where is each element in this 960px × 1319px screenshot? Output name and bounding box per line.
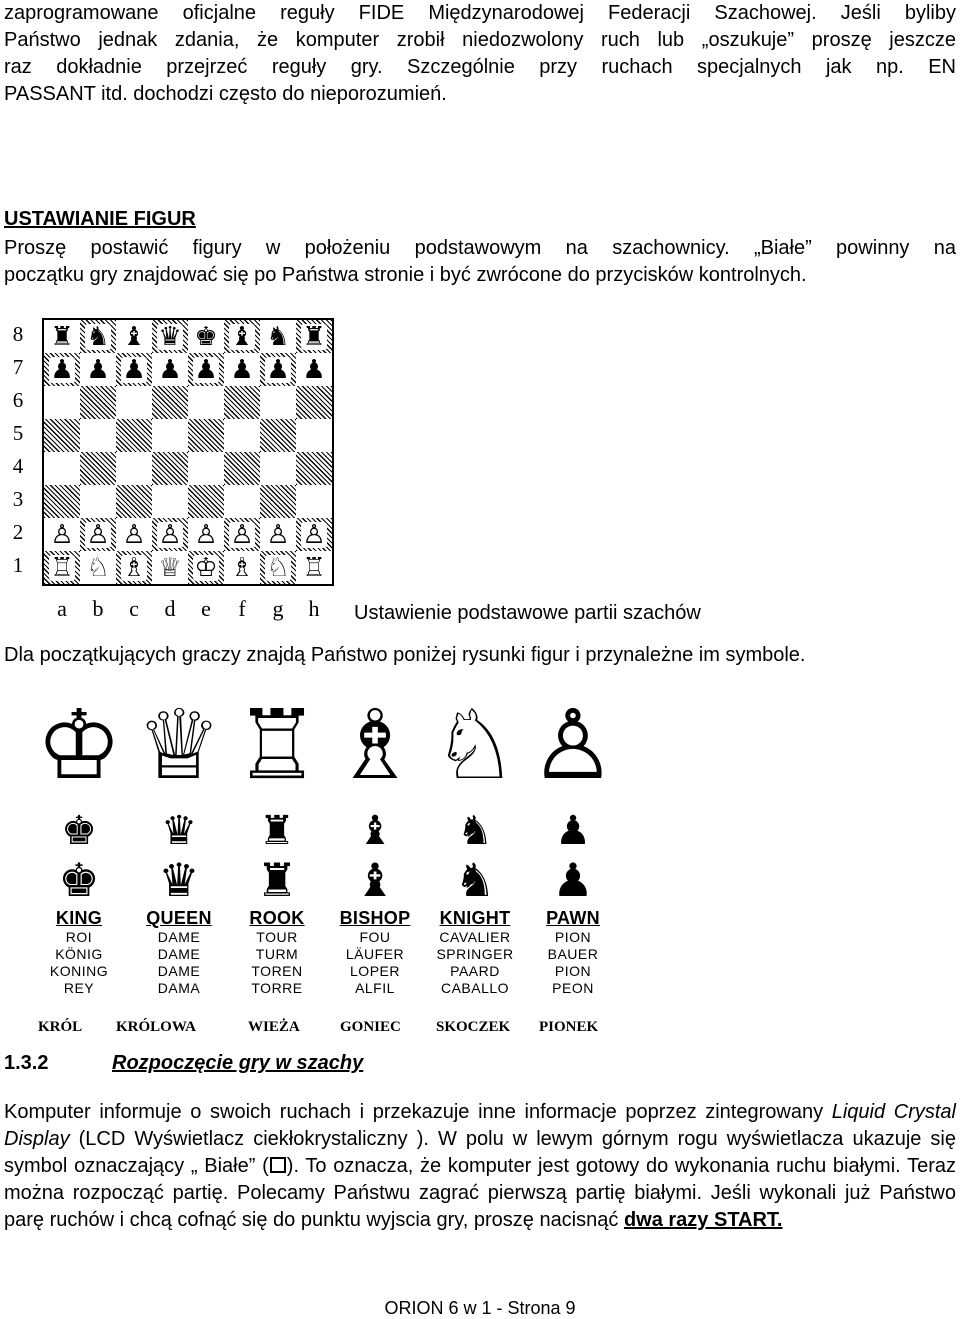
board-square <box>80 551 116 584</box>
board-square <box>152 485 188 518</box>
rook-figure-icon: ♖ <box>233 689 321 801</box>
piece-english-name: BISHOP <box>339 908 411 928</box>
piece-column-king <box>30 690 128 997</box>
rook-solid-icon: ♜ <box>256 853 298 907</box>
chess-piece-icon: ♝ <box>230 321 254 352</box>
piece-column-knight <box>426 690 524 997</box>
board-square <box>44 386 80 419</box>
piece-translation: DAME <box>157 929 201 945</box>
setup-line: Proszę postawić figury w położeniu podstawowym na szachownicy. „Białe” powinny na <box>4 237 956 259</box>
chess-piece-icon: ♙ <box>122 519 146 550</box>
chess-piece-icon: ♙ <box>230 519 254 550</box>
board-square <box>296 320 332 353</box>
piece-translation: DAME <box>157 946 201 962</box>
bishop-solid-icon: ♝ <box>354 853 396 907</box>
board-square <box>296 419 332 452</box>
chess-piece-icon: ♜ <box>50 321 74 352</box>
rank-label: 3 <box>12 487 24 511</box>
piece-polish-name: WIEŻA <box>248 1019 300 1035</box>
piece-translation: ALFIL <box>355 980 395 996</box>
chess-piece-icon: ♙ <box>266 519 290 550</box>
section-text-after: ). To oznacza, że komputer jest gotowy do wykonania ruchu białymi. Teraz można rozpocząć partię. Polecamy Państwu zagrać pierwszą partię białymi. Jeśli wykonali już Państwo parę ruchów i chcą cofnąć się do punktu wyjscia gry, proszę nacisnąć <box>4 1155 956 1231</box>
board-square <box>188 353 224 386</box>
queen-figure-icon: ♕ <box>135 689 223 801</box>
piece-polish-name: GONIEC <box>340 1019 401 1035</box>
file-label: a <box>57 596 67 621</box>
intro-paragraph <box>4 0 956 108</box>
board-square <box>224 551 260 584</box>
board-square <box>116 386 152 419</box>
board-square <box>44 452 80 485</box>
board-square <box>188 320 224 353</box>
pawn-symbol-icon: ♟ <box>555 808 591 854</box>
start-instruction: dwa razy START. <box>623 1209 783 1231</box>
piece-translation: KONING <box>49 963 109 979</box>
piece-translation: BAUER <box>547 946 599 962</box>
board-square <box>260 353 296 386</box>
board-square <box>188 485 224 518</box>
piece-translation: CAVALIER <box>439 929 511 945</box>
piece-translation: DAMA <box>157 980 201 996</box>
chess-piece-icon: ♗ <box>230 552 254 583</box>
file-label: c <box>129 596 139 621</box>
board-square <box>188 452 224 485</box>
chess-piece-icon: ♞ <box>86 321 110 352</box>
chess-piece-icon: ♙ <box>86 519 110 550</box>
starting-position-diagram <box>6 318 346 621</box>
chess-piece-icon: ♝ <box>122 321 146 352</box>
piece-translation: TOUR <box>256 929 298 945</box>
piece-polish-name: PIONEK <box>539 1019 599 1035</box>
piece-translation: DAME <box>157 963 201 979</box>
pieces-illustration <box>30 690 620 1010</box>
page-footer: ORION 6 w 1 - Strona 9 <box>384 1298 576 1318</box>
board-square <box>116 518 152 551</box>
knight-symbol-icon: ♞ <box>457 808 493 854</box>
board-square <box>260 485 296 518</box>
board-square <box>44 485 80 518</box>
board-caption: Ustawienie podstawowe partii szachów <box>354 602 701 624</box>
piece-translation: SPRINGER <box>436 946 514 962</box>
board-square <box>116 419 152 452</box>
beginners-line: Dla początkujących graczy znajdą Państwo poniżej rysunki figur i przynależne im symbole. <box>4 644 806 666</box>
board-square <box>116 485 152 518</box>
chess-piece-icon: ♙ <box>194 519 218 550</box>
piece-polish-name: SKOCZEK <box>436 1019 511 1035</box>
chess-piece-icon: ♙ <box>50 519 74 550</box>
bishop-symbol-icon: ♝ <box>357 808 393 854</box>
board-square <box>80 485 116 518</box>
board-square <box>80 386 116 419</box>
chess-piece-icon: ♛ <box>158 321 182 352</box>
board-square <box>224 419 260 452</box>
piece-translation: ROI <box>65 929 93 945</box>
board-square <box>224 320 260 353</box>
board-square <box>152 386 188 419</box>
chess-piece-icon: ♖ <box>302 552 326 583</box>
board-square <box>188 551 224 584</box>
chess-piece-icon: ♟ <box>194 354 218 385</box>
pawn-solid-icon: ♟ <box>552 853 594 907</box>
rank-label: 8 <box>12 322 24 346</box>
piece-column-rook <box>228 690 326 997</box>
board-square <box>152 320 188 353</box>
piece-english-name: PAWN <box>546 908 600 928</box>
piece-english-name: KNIGHT <box>439 908 511 928</box>
chess-piece-icon: ♙ <box>158 519 182 550</box>
board-square <box>80 518 116 551</box>
piece-translation: REY <box>63 980 95 996</box>
board-square <box>80 452 116 485</box>
knight-figure-icon: ♘ <box>431 689 519 801</box>
piece-translation: PEON <box>552 980 594 996</box>
board-square <box>224 452 260 485</box>
rank-label: 6 <box>12 388 24 412</box>
board-square <box>152 419 188 452</box>
board-square <box>44 320 80 353</box>
chess-piece-icon: ♔ <box>194 552 218 583</box>
rank-label: 5 <box>12 421 24 445</box>
section-number: 1.3.2 <box>4 1052 49 1074</box>
board-square <box>224 485 260 518</box>
section-text-mid: (LCD Wyświetlacz ciekłokrystaliczny ). W polu w lewym górnym rogu wyświetlacza ukazuje się symbol oznaczający „ Białe” ( <box>4 1128 956 1177</box>
intro-line: PASSANT itd. dochodzi często do nieporozumień. <box>4 83 447 105</box>
board-square <box>296 551 332 584</box>
file-label: f <box>238 596 246 621</box>
board-square <box>260 386 296 419</box>
chess-piece-icon: ♘ <box>86 552 110 583</box>
king-symbol-icon: ♚ <box>61 808 97 854</box>
board-square <box>44 353 80 386</box>
board-square <box>224 353 260 386</box>
board-square <box>260 452 296 485</box>
board-square <box>80 419 116 452</box>
file-label: g <box>272 596 284 621</box>
setup-paragraph <box>4 235 956 289</box>
chess-piece-icon: ♟ <box>122 354 146 385</box>
chess-piece-icon: ♟ <box>86 354 110 385</box>
board-square <box>260 320 296 353</box>
board-square <box>260 518 296 551</box>
knight-solid-icon: ♞ <box>454 853 496 907</box>
chess-piece-icon: ♘ <box>266 552 290 583</box>
piece-translation: PION <box>554 963 592 979</box>
queen-solid-icon: ♛ <box>158 853 200 907</box>
chess-piece-icon: ♟ <box>266 354 290 385</box>
chess-board <box>42 318 334 586</box>
setup-heading: USTAWIANIE FIGUR <box>4 208 196 230</box>
section-text-start: Komputer informuje o swoich ruchach i przekazuje inne informacje poprzez zintegrowany <box>4 1101 832 1123</box>
rook-symbol-icon: ♜ <box>259 808 295 854</box>
file-label: b <box>92 596 104 621</box>
board-square <box>152 353 188 386</box>
board-square <box>116 452 152 485</box>
piece-translation: LÄUFER <box>345 946 405 962</box>
board-square <box>152 551 188 584</box>
board-square <box>80 320 116 353</box>
file-label: d <box>164 596 176 621</box>
king-figure-icon: ♔ <box>35 689 123 801</box>
chess-piece-icon: ♙ <box>302 519 326 550</box>
intro-line: Państwo jednak zdania, że komputer zrobił niedozwolony ruch lub „oszukuje” proszę jeszcze <box>4 29 956 51</box>
white-symbol-icon <box>270 1157 286 1173</box>
piece-translation: FOU <box>359 929 391 945</box>
rank-label: 4 <box>12 454 24 478</box>
board-square <box>224 386 260 419</box>
intro-line: raz dokładnie przejrzeć reguły gry. Szczególnie przy ruchach specjalnych jak np. EN <box>4 56 956 78</box>
board-square <box>152 452 188 485</box>
board-square <box>224 518 260 551</box>
board-square <box>260 419 296 452</box>
chess-piece-icon: ♕ <box>158 552 182 583</box>
piece-column-pawn <box>524 690 622 997</box>
chess-piece-icon: ♟ <box>50 354 74 385</box>
board-square <box>44 518 80 551</box>
bishop-figure-icon: ♗ <box>331 689 419 801</box>
piece-translation: PAARD <box>450 963 500 979</box>
chess-piece-icon: ♖ <box>50 552 74 583</box>
board-square <box>188 419 224 452</box>
chess-piece-icon: ♗ <box>122 552 146 583</box>
piece-column-bishop <box>326 690 424 997</box>
chess-piece-icon: ♞ <box>266 321 290 352</box>
board-square <box>188 518 224 551</box>
board-square <box>188 386 224 419</box>
rank-label: 2 <box>12 520 24 544</box>
board-square <box>116 353 152 386</box>
board-square <box>296 353 332 386</box>
board-square <box>296 518 332 551</box>
piece-english-name: KING <box>55 908 103 928</box>
piece-column-queen <box>130 690 228 997</box>
piece-translation: PION <box>554 929 592 945</box>
board-square <box>296 452 332 485</box>
chess-piece-icon: ♚ <box>194 321 218 352</box>
chess-piece-icon: ♜ <box>302 321 326 352</box>
board-square <box>44 551 80 584</box>
board-square <box>116 320 152 353</box>
piece-translation: CABALLO <box>440 980 510 996</box>
piece-translation: TORRE <box>251 980 303 996</box>
file-label: h <box>308 596 320 621</box>
section-title: Rozpoczęcie gry w szachy <box>112 1052 364 1074</box>
piece-translation: TURM <box>255 946 299 962</box>
piece-polish-name: KRÓL <box>38 1019 83 1035</box>
rank-label: 7 <box>12 355 24 379</box>
setup-line: początku gry znajdować się po Państwa stronie i być zwrócone do przycisków kontrolnych. <box>4 264 807 286</box>
board-square <box>152 518 188 551</box>
rank-label: 1 <box>12 553 24 577</box>
chess-piece-icon: ♟ <box>158 354 182 385</box>
piece-translation: KÖNIG <box>55 946 103 962</box>
chess-piece-icon: ♟ <box>230 354 254 385</box>
piece-english-name: ROOK <box>249 908 305 928</box>
chess-piece-icon: ♟ <box>302 354 326 385</box>
board-square <box>44 419 80 452</box>
king-solid-icon: ♚ <box>58 853 100 907</box>
piece-translation: TOREN <box>251 963 303 979</box>
piece-english-name: QUEEN <box>146 908 212 928</box>
file-label: e <box>201 596 211 621</box>
board-square <box>116 551 152 584</box>
piece-polish-name: KRÓLOWA <box>116 1019 197 1035</box>
section-paragraph <box>4 1099 956 1234</box>
pawn-figure-icon: ♙ <box>529 689 617 801</box>
lcd-term: Liquid Crystal Display <box>4 1101 956 1150</box>
piece-translation: LOPER <box>350 963 400 979</box>
board-square <box>296 485 332 518</box>
queen-symbol-icon: ♛ <box>161 808 197 854</box>
board-square <box>296 386 332 419</box>
intro-line: zaprogramowane oficjalne reguły FIDE Międzynarodowej Federacji Szachowej. Jeśli byliby <box>4 2 956 24</box>
board-square <box>80 353 116 386</box>
board-square <box>260 551 296 584</box>
